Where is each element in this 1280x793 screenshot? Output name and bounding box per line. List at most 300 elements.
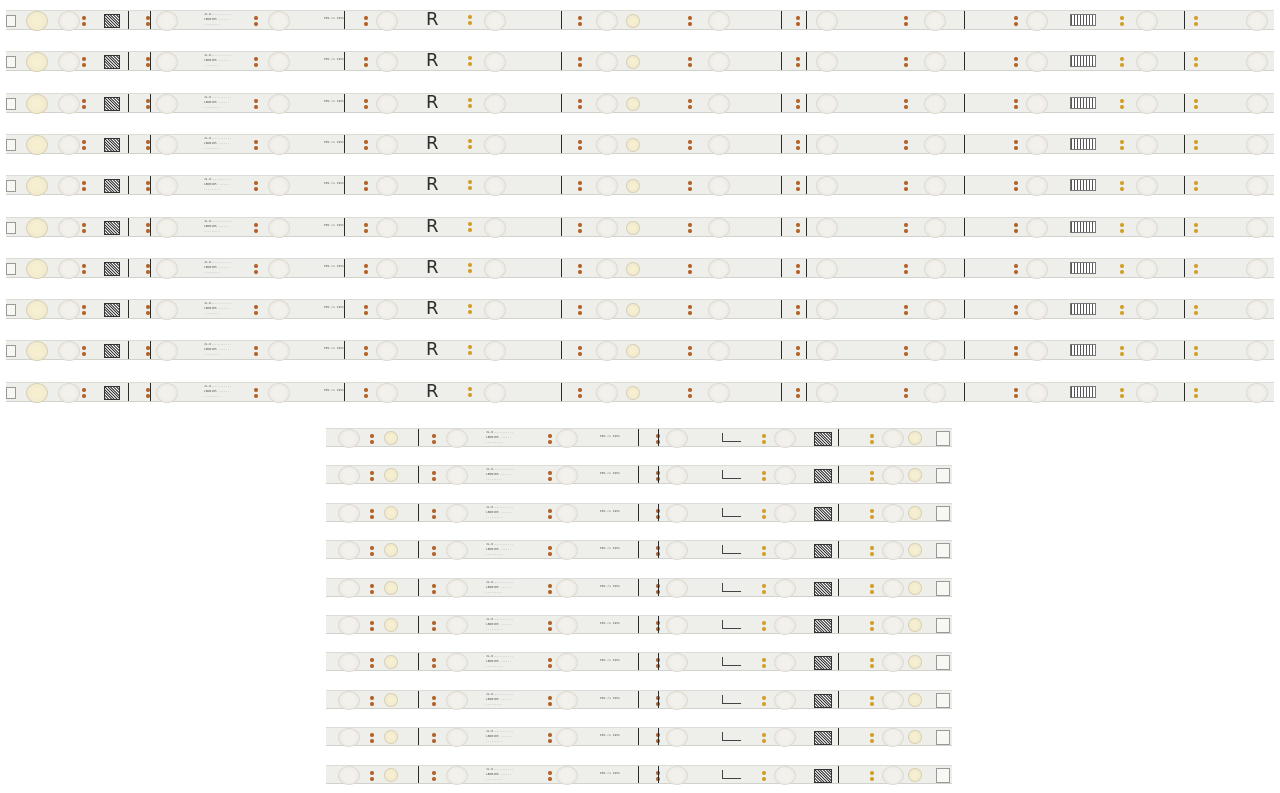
solder-pad — [1014, 311, 1018, 315]
led-lens — [924, 135, 946, 155]
strip-segment-divider — [806, 94, 807, 112]
solder-pad — [870, 590, 874, 594]
strip-segment-divider — [561, 218, 562, 236]
led-lens — [58, 218, 80, 238]
led-lens — [156, 383, 178, 403]
led-lens — [908, 581, 922, 595]
led-lens — [626, 179, 640, 193]
strip-segment-divider — [561, 341, 562, 359]
solder-pad — [904, 264, 908, 268]
solder-pad — [364, 346, 368, 350]
solder-pad — [468, 62, 472, 66]
strip-segment-divider — [781, 383, 782, 401]
solder-pad — [870, 509, 874, 513]
solder-pad — [364, 394, 368, 398]
strip-label-line3: ......... — [486, 477, 503, 482]
led-lens — [484, 11, 506, 31]
solder-pad — [796, 346, 800, 350]
strip-label-line2: LBD8185 ...... — [204, 388, 230, 393]
led-strip-top — [6, 10, 1274, 30]
led-lens — [924, 383, 946, 403]
led-lens — [882, 616, 904, 635]
strip-label-line1: JL.D........... — [486, 579, 514, 584]
solder-pad — [762, 702, 766, 706]
strip-segment-divider — [344, 218, 345, 236]
led-lens — [58, 11, 80, 31]
strip-segment-divider — [344, 135, 345, 153]
led-lens — [666, 691, 688, 710]
solder-pad — [548, 621, 552, 625]
strip-label-line1: JL.D........... — [204, 218, 232, 223]
led-lens — [708, 383, 730, 403]
solder-pad — [254, 16, 258, 20]
solder-pad — [370, 590, 374, 594]
led-lens — [376, 52, 398, 72]
solder-pad — [370, 771, 374, 775]
strip-label-line2: LBD8185 ...... — [486, 734, 512, 739]
strip-segment-divider — [658, 766, 659, 783]
solder-pad — [578, 146, 582, 150]
led-lens — [26, 300, 48, 320]
solder-pad — [688, 264, 692, 268]
strip-label-line2: LBD8185 ...... — [486, 472, 512, 477]
qr-code — [104, 14, 120, 28]
strip-label-line3: ......... — [486, 514, 503, 519]
strip-segment-divider — [561, 300, 562, 318]
solder-pad — [364, 311, 368, 315]
led-lens — [816, 94, 838, 114]
led-lens — [376, 135, 398, 155]
solder-pad — [370, 509, 374, 513]
solder-pad — [1014, 22, 1018, 26]
led-lens — [1246, 11, 1268, 31]
component-cluster — [1070, 14, 1096, 26]
led-lens — [384, 655, 398, 669]
solder-pad — [688, 388, 692, 392]
led-lens — [708, 135, 730, 155]
led-lens — [908, 768, 922, 782]
led-lens — [484, 300, 506, 320]
component-cluster — [1070, 97, 1096, 109]
strip-connector — [936, 506, 950, 521]
strip-corner-mark — [722, 620, 741, 629]
solder-pad — [254, 99, 258, 103]
led-lens — [924, 94, 946, 114]
strip-segment-divider — [964, 11, 965, 29]
strip-label-line3: ......... — [486, 776, 503, 781]
strip-segment-divider — [658, 653, 659, 670]
strip-marking-mid: PPb ru 1951 — [600, 434, 620, 438]
strip-segment-divider — [964, 176, 965, 194]
strip-corner-mark — [722, 583, 741, 592]
solder-pad — [364, 63, 368, 67]
led-lens — [882, 541, 904, 560]
solder-pad — [432, 509, 436, 513]
strip-marking-r: R — [426, 132, 439, 154]
solder-pad — [82, 140, 86, 144]
solder-pad — [870, 658, 874, 662]
solder-pad — [762, 477, 766, 481]
solder-pad — [548, 733, 552, 737]
solder-pad — [468, 145, 472, 149]
led-lens — [58, 52, 80, 72]
solder-pad — [468, 345, 472, 349]
led-lens — [384, 506, 398, 520]
strip-label-line1: JL.D........... — [486, 467, 514, 472]
led-strip-bottom — [326, 652, 952, 671]
strip-segment-divider — [418, 766, 419, 783]
solder-pad — [432, 739, 436, 743]
led-lens — [58, 259, 80, 279]
led-lens — [1246, 383, 1268, 403]
solder-pad — [82, 270, 86, 274]
led-lens — [882, 504, 904, 523]
solder-pad — [762, 664, 766, 668]
led-lens — [556, 504, 578, 523]
strip-segment-divider — [806, 176, 807, 194]
qr-code — [104, 97, 120, 111]
led-lens — [1246, 135, 1268, 155]
solder-pad — [82, 229, 86, 233]
led-lens — [58, 300, 80, 320]
solder-pad — [82, 16, 86, 20]
led-lens — [156, 300, 178, 320]
solder-pad — [548, 696, 552, 700]
strip-segment-divider — [806, 300, 807, 318]
led-lens — [26, 218, 48, 238]
strip-segment-divider — [150, 218, 151, 236]
solder-pad — [762, 434, 766, 438]
solder-pad — [1194, 311, 1198, 315]
strip-segment-divider — [658, 728, 659, 745]
strip-label-line3: ......... — [204, 228, 221, 233]
led-lens — [708, 52, 730, 72]
strip-marking-r: R — [426, 380, 439, 402]
qr-code — [104, 344, 120, 358]
solder-pad — [468, 393, 472, 397]
solder-pad — [904, 388, 908, 392]
solder-pad — [870, 546, 874, 550]
solder-pad — [364, 146, 368, 150]
strip-label-line1: JL.D........... — [204, 177, 232, 182]
strip-label-line1: JL.D........... — [204, 12, 232, 16]
solder-pad — [1120, 16, 1124, 20]
solder-pad — [688, 181, 692, 185]
strip-segment-divider — [638, 728, 639, 745]
strip-segment-divider — [1184, 11, 1185, 29]
solder-pad — [370, 664, 374, 668]
strip-segment-divider — [128, 341, 129, 359]
solder-pad — [254, 352, 258, 356]
strip-label-line1: JL.D........... — [204, 383, 232, 388]
solder-pad — [578, 187, 582, 191]
led-strip-top — [6, 382, 1274, 402]
strip-segment-divider — [561, 135, 562, 153]
solder-pad — [796, 394, 800, 398]
solder-pad — [432, 696, 436, 700]
led-lens — [1136, 300, 1158, 320]
led-lens — [774, 579, 796, 598]
solder-pad — [1120, 140, 1124, 144]
led-lens — [268, 52, 290, 72]
led-lens — [1136, 176, 1158, 196]
solder-pad — [432, 471, 436, 475]
strip-label-line2: LBD8185 ...... — [204, 182, 230, 187]
strip-segment-divider — [806, 11, 807, 29]
qr-code — [814, 544, 832, 558]
strip-segment-divider — [806, 383, 807, 401]
led-strip-bottom — [326, 578, 952, 597]
led-lens — [1026, 52, 1048, 72]
strip-marking-mid: PPb ru 1951 — [600, 471, 620, 476]
solder-pad — [432, 733, 436, 737]
solder-pad — [370, 777, 374, 781]
led-lens — [58, 341, 80, 361]
led-lens — [26, 11, 48, 31]
solder-pad — [82, 187, 86, 191]
solder-pad — [762, 621, 766, 625]
solder-pad — [688, 187, 692, 191]
strip-label-line2: LBD8185 ...... — [204, 140, 230, 145]
solder-pad — [254, 223, 258, 227]
led-lens — [626, 344, 640, 358]
solder-pad — [904, 140, 908, 144]
qr-code — [104, 262, 120, 276]
solder-pad — [870, 471, 874, 475]
strip-connector — [6, 139, 16, 151]
led-lens — [1136, 135, 1158, 155]
solder-pad — [468, 56, 472, 60]
solder-pad — [370, 546, 374, 550]
solder-pad — [254, 229, 258, 233]
solder-pad — [688, 63, 692, 67]
led-lens — [816, 341, 838, 361]
strip-marking-r: R — [426, 50, 439, 72]
led-lens — [376, 383, 398, 403]
led-lens — [1026, 94, 1048, 114]
led-lens — [338, 616, 360, 635]
led-lens — [268, 176, 290, 196]
solder-pad — [548, 509, 552, 513]
solder-pad — [1120, 223, 1124, 227]
strip-marking-r: R — [426, 256, 439, 278]
solder-pad — [82, 105, 86, 109]
strip-connector — [936, 693, 950, 708]
led-lens — [268, 259, 290, 279]
led-lens — [446, 653, 468, 672]
led-lens — [446, 466, 468, 485]
strip-marking-r: R — [426, 9, 439, 30]
led-lens — [1246, 176, 1268, 196]
strip-segment-divider — [344, 11, 345, 29]
qr-code — [814, 507, 832, 521]
led-lens — [882, 653, 904, 672]
solder-pad — [548, 584, 552, 588]
solder-pad — [688, 346, 692, 350]
solder-pad — [904, 305, 908, 309]
led-lens — [376, 176, 398, 196]
solder-pad — [1014, 146, 1018, 150]
led-lens — [708, 94, 730, 114]
solder-pad — [762, 777, 766, 781]
led-lens — [666, 504, 688, 523]
strip-segment-divider — [638, 504, 639, 521]
solder-pad — [432, 664, 436, 668]
solder-pad — [432, 477, 436, 481]
strip-segment-divider — [128, 176, 129, 194]
led-lens — [446, 766, 468, 785]
strip-segment-divider — [781, 218, 782, 236]
led-lens — [1246, 218, 1268, 238]
led-lens — [376, 218, 398, 238]
led-lens — [816, 176, 838, 196]
solder-pad — [1014, 105, 1018, 109]
strip-segment-divider — [838, 616, 839, 633]
strip-label-line3: ......... — [486, 552, 503, 557]
led-lens — [924, 300, 946, 320]
strip-segment-divider — [128, 218, 129, 236]
strip-label-line3: ......... — [204, 104, 221, 109]
led-lens — [384, 468, 398, 482]
led-lens — [708, 341, 730, 361]
led-lens — [156, 94, 178, 114]
led-lens — [268, 383, 290, 403]
strip-segment-divider — [128, 94, 129, 112]
strip-segment-divider — [964, 135, 965, 153]
strip-segment-divider — [838, 504, 839, 521]
solder-pad — [468, 310, 472, 314]
led-lens — [556, 616, 578, 635]
solder-pad — [688, 394, 692, 398]
solder-pad — [762, 696, 766, 700]
led-lens — [338, 466, 360, 485]
solder-pad — [870, 515, 874, 519]
strip-corner-mark — [722, 695, 741, 704]
solder-pad — [548, 777, 552, 781]
solder-pad — [1194, 270, 1198, 274]
strip-connector — [6, 304, 16, 316]
solder-pad — [1120, 146, 1124, 150]
strip-segment-divider — [806, 341, 807, 359]
strip-label-line3: ......... — [204, 187, 221, 192]
strip-segment-divider — [638, 541, 639, 558]
led-lens — [268, 11, 290, 31]
qr-code — [814, 731, 832, 745]
led-lens — [774, 766, 796, 785]
led-strip-top — [6, 217, 1274, 237]
led-strip-bottom — [326, 428, 952, 447]
led-lens — [626, 221, 640, 235]
solder-pad — [1120, 346, 1124, 350]
led-strip-top — [6, 134, 1274, 154]
strip-segment-divider — [638, 466, 639, 483]
solder-pad — [82, 22, 86, 26]
strip-segment-divider — [658, 466, 659, 483]
strip-label-line3: ......... — [204, 145, 221, 150]
led-strip-top — [6, 340, 1274, 360]
led-lens — [908, 431, 922, 445]
strip-segment-divider — [638, 653, 639, 670]
strip-marking-mid: PPb ru 1951 — [324, 139, 344, 144]
solder-pad — [1014, 99, 1018, 103]
strip-segment-divider — [964, 341, 965, 359]
solder-pad — [904, 22, 908, 26]
strip-connector — [936, 468, 950, 483]
solder-pad — [1194, 57, 1198, 61]
solder-pad — [904, 346, 908, 350]
led-lens — [1136, 11, 1158, 31]
led-lens — [1246, 94, 1268, 114]
led-lens — [556, 691, 578, 710]
led-lens — [924, 11, 946, 31]
strip-label-line2: LBD8185 ...... — [486, 435, 512, 439]
solder-pad — [904, 229, 908, 233]
strip-segment-divider — [150, 259, 151, 277]
solder-pad — [364, 99, 368, 103]
strip-label-line2: LBD8185 ...... — [486, 659, 512, 664]
solder-pad — [1014, 187, 1018, 191]
strip-label-line1: JL.D........... — [204, 301, 232, 306]
strip-segment-divider — [561, 383, 562, 401]
strip-segment-divider — [128, 300, 129, 318]
strip-segment-divider — [964, 300, 965, 318]
solder-pad — [870, 552, 874, 556]
led-lens — [556, 728, 578, 747]
solder-pad — [254, 305, 258, 309]
led-lens — [26, 176, 48, 196]
strip-segment-divider — [781, 341, 782, 359]
led-lens — [26, 259, 48, 279]
solder-pad — [870, 664, 874, 668]
solder-pad — [254, 270, 258, 274]
led-lens — [816, 135, 838, 155]
led-lens — [384, 618, 398, 632]
strip-segment-divider — [1184, 341, 1185, 359]
led-lens — [268, 135, 290, 155]
strip-segment-divider — [418, 466, 419, 483]
solder-pad — [870, 434, 874, 438]
solder-pad — [370, 440, 374, 444]
solder-pad — [796, 181, 800, 185]
solder-pad — [904, 63, 908, 67]
led-lens — [816, 52, 838, 72]
strip-segment-divider — [658, 691, 659, 708]
solder-pad — [548, 477, 552, 481]
led-lens — [58, 176, 80, 196]
solder-pad — [1194, 346, 1198, 350]
strip-segment-divider — [806, 135, 807, 153]
solder-pad — [548, 627, 552, 631]
solder-pad — [578, 140, 582, 144]
strip-segment-divider — [150, 11, 151, 29]
strip-label-line3: ......... — [486, 627, 503, 631]
led-lens — [556, 579, 578, 598]
solder-pad — [1014, 270, 1018, 274]
led-lens — [446, 504, 468, 523]
strip-label-line2: LBD8185 ...... — [486, 622, 512, 626]
led-lens — [596, 383, 618, 403]
solder-pad — [1120, 99, 1124, 103]
solder-pad — [578, 305, 582, 309]
led-lens — [58, 135, 80, 155]
solder-pad — [364, 270, 368, 274]
led-lens — [446, 616, 468, 635]
strip-segment-divider — [561, 11, 562, 29]
solder-pad — [254, 181, 258, 185]
solder-pad — [1120, 311, 1124, 315]
solder-pad — [432, 702, 436, 706]
led-lens — [484, 341, 506, 361]
